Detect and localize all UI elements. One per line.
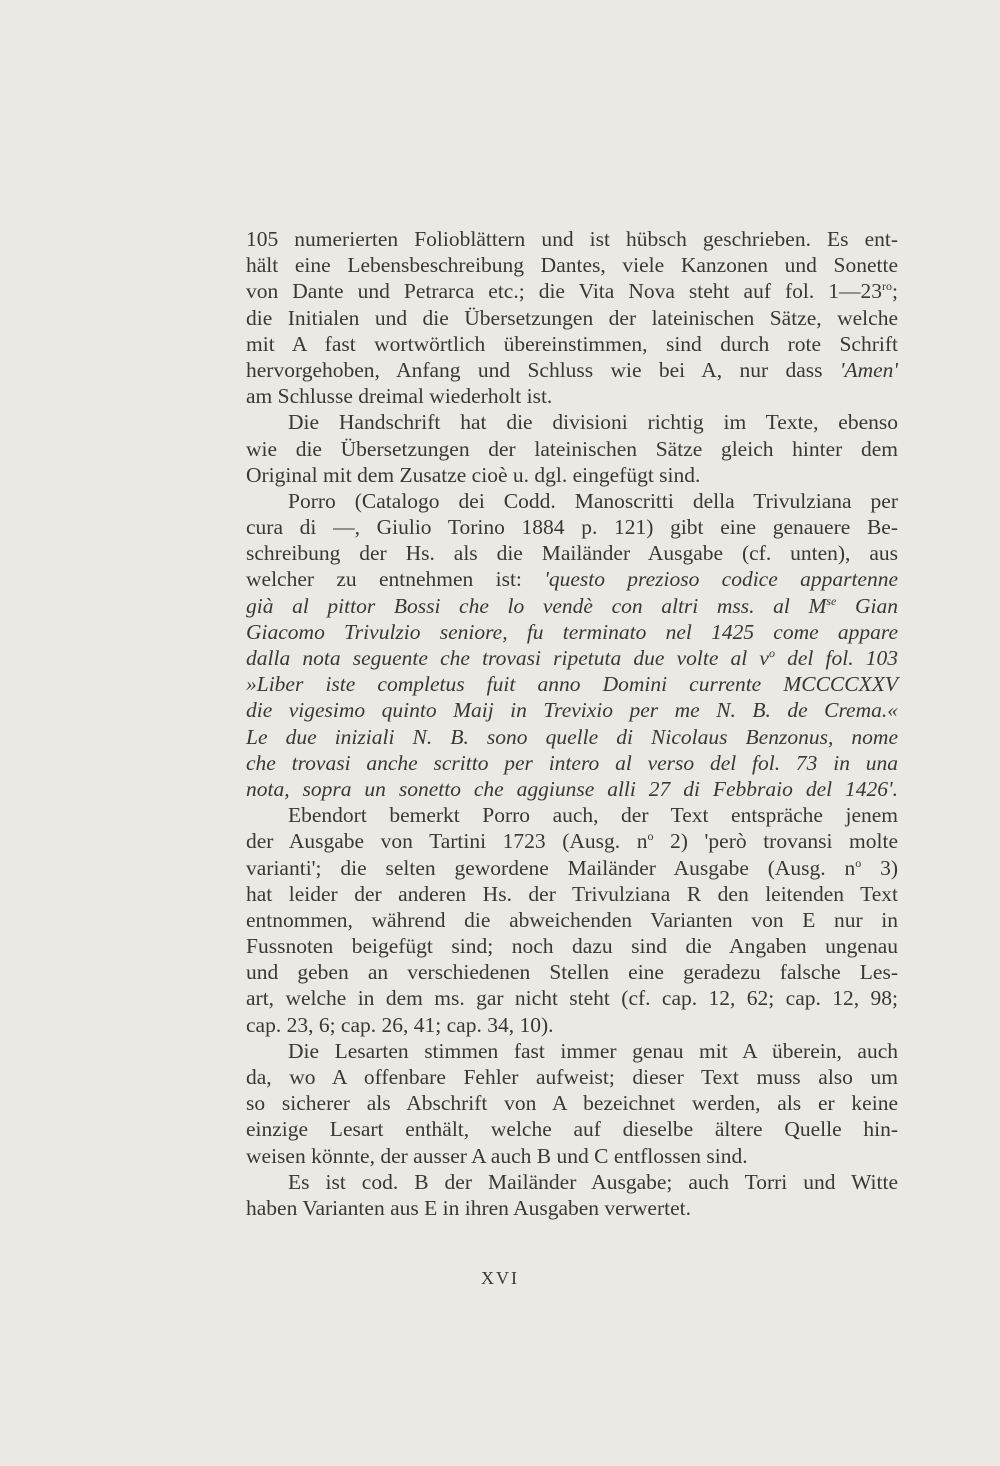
text-line [246, 1038, 898, 1064]
text-line [246, 645, 898, 671]
text-line [246, 776, 898, 802]
text-line [246, 488, 898, 514]
text-line [246, 357, 898, 383]
line-text: da, wo A offenbare Fehler aufweist; dieser Text muss also um [246, 1065, 898, 1089]
text-line [246, 1012, 898, 1038]
line-text: so sicherer als Abschrift von A bezeichnet werden, als er keine [246, 1091, 898, 1116]
text-line [246, 593, 898, 619]
text-line [246, 252, 898, 278]
text-line [246, 1090, 898, 1116]
text-line [246, 540, 898, 566]
line-text: von Dante und Petrarca etc.; die Vita Nova steht auf fol. 1—23 [246, 279, 883, 304]
italic-text: 'questo prezioso codice appartenne [544, 567, 898, 592]
superscript: se [826, 593, 837, 608]
line-text: haben Varianten aus E in ihren Ausgaben verwertet. [246, 1195, 691, 1220]
text-line [246, 855, 898, 881]
superscript: o [647, 829, 654, 844]
line-text: mit A fast wortwörtlich übereinstimmen, sind durch rote Schrift [246, 331, 898, 356]
line-text: Die Handschrift hat die divisioni richtig im Texte, ebenso [288, 410, 898, 435]
text-line [246, 959, 898, 985]
text-line [246, 1064, 898, 1090]
line-text: già al pittor Bossi che lo vendè con altri mss. al M [246, 593, 827, 618]
text-line [246, 226, 898, 252]
line-text: die vigesimo quinto Maij in Trevixio per me N. B. de Crema.« [246, 698, 898, 723]
line-text-continued: Gian [836, 593, 898, 618]
line-text: hält eine Lebensbeschreibung Dantes, viele Kanzonen und Sonette [246, 253, 898, 278]
text-line [246, 907, 898, 933]
text-line [246, 409, 898, 435]
text-line [246, 305, 898, 331]
text-line [246, 514, 898, 540]
line-text: der Ausgabe von Tartini 1723 (Ausg. n [246, 829, 648, 854]
line-text: weisen könnte, der ausser A auch B und C entflossen sind. [246, 1143, 748, 1168]
text-line [246, 724, 898, 750]
body-text [246, 226, 898, 1221]
text-line [246, 1195, 898, 1221]
page-number: XVI [481, 1268, 519, 1288]
text-line [246, 383, 898, 409]
line-text: dalla nota seguente che trovasi ripetuta due volte al v [246, 646, 769, 670]
text-line [246, 1143, 898, 1169]
text-line [246, 1169, 898, 1195]
line-text: cap. 23, 6; cap. 26, 41; cap. 34, 10). [246, 1012, 554, 1037]
line-text-continued: ; [892, 279, 898, 304]
text-line [246, 462, 898, 488]
line-text: Giacomo Trivulzio seniore, fu terminato nel 1425 come appare [246, 619, 898, 644]
line-text: nota, sopra un sonetto che aggiunse alli 27 di Febbraio del 1426'. [246, 776, 898, 801]
line-text: varianti'; die selten gewordene Mailänder Ausgabe (Ausg. n [246, 855, 856, 880]
line-text-continued: 3) [861, 855, 898, 880]
line-text: am Schlusse dreimal wiederholt ist. [246, 384, 553, 409]
text-line [246, 331, 898, 357]
text-line [246, 802, 898, 828]
line-text: einzige Lesart enthält, welche auf dieselbe ältere Quelle hin- [246, 1117, 898, 1142]
text-line [246, 828, 898, 854]
line-text: Die Lesarten stimmen fast immer genau mit A überein, auch [288, 1038, 898, 1063]
text-line [246, 1116, 898, 1142]
line-text: »Liber iste completus fuit anno Domini currente MCCCCXXV [246, 672, 898, 697]
line-text: Original mit dem Zusatze cioè u. dgl. eingefügt sind. [246, 462, 701, 487]
line-text: Porro (Catalogo dei Codd. Manoscritti della Trivulziana per [288, 488, 898, 513]
italic-text: 'Amen' [839, 357, 898, 382]
line-text: che trovasi anche scritto per intero al verso del fol. 73 in una [246, 750, 898, 775]
text-line [246, 278, 898, 304]
line-text: wie die Übersetzungen der lateinischen Sätze gleich hinter dem [246, 436, 898, 461]
text-line [246, 881, 898, 907]
text-line [246, 671, 898, 697]
line-text: hervorgehoben, Anfang und Schluss wie bei A, nur dass [246, 357, 840, 382]
line-text-continued: del fol. 103 [774, 646, 898, 670]
line-text: welcher zu entnehmen ist: [246, 567, 545, 592]
line-text: 105 numerierten Folioblättern und ist hübsch geschrieben. Es ent- [246, 227, 898, 251]
text-line [246, 750, 898, 776]
text-line [246, 566, 898, 592]
line-text: Ebendort bemerkt Porro auch, der Text entspräche jenem [288, 803, 898, 828]
line-text: und geben an verschiedenen Stellen eine geradezu falsche Les- [246, 960, 898, 985]
line-text: Le due iniziali N. B. sono quelle di Nicolaus Benzonus, nome [246, 724, 898, 749]
superscript: o [768, 645, 775, 660]
line-text: schreibung der Hs. als die Mailänder Ausgabe (cf. unten), aus [246, 541, 898, 566]
superscript: ro [882, 279, 893, 294]
text-line [246, 985, 898, 1011]
line-text: art, welche in dem ms. gar nicht steht (cf. cap. 12, 62; cap. 12, 98; [246, 986, 898, 1011]
line-text: entnommen, während die abweichenden Varianten von E nur in [246, 907, 898, 932]
superscript: o [855, 855, 862, 870]
text-line [246, 697, 898, 723]
line-text: Fussnoten beigefügt sind; noch dazu sind die Angaben ungenau [246, 934, 898, 959]
text-line [246, 619, 898, 645]
line-text: hat leider der anderen Hs. der Trivulziana R den leitenden Text [246, 881, 898, 906]
line-text: Es ist cod. B der Mailänder Ausgabe; auch Torri und Witte [288, 1169, 898, 1194]
text-line [246, 436, 898, 462]
line-text: die Initialen und die Übersetzungen der lateinischen Sätze, welche [246, 305, 898, 330]
line-text: cura di —, Giulio Torino 1884 p. 121) gibt eine genauere Be- [246, 515, 898, 540]
text-line [246, 933, 898, 959]
line-text-continued: 2) 'però trovansi molte [653, 829, 898, 854]
